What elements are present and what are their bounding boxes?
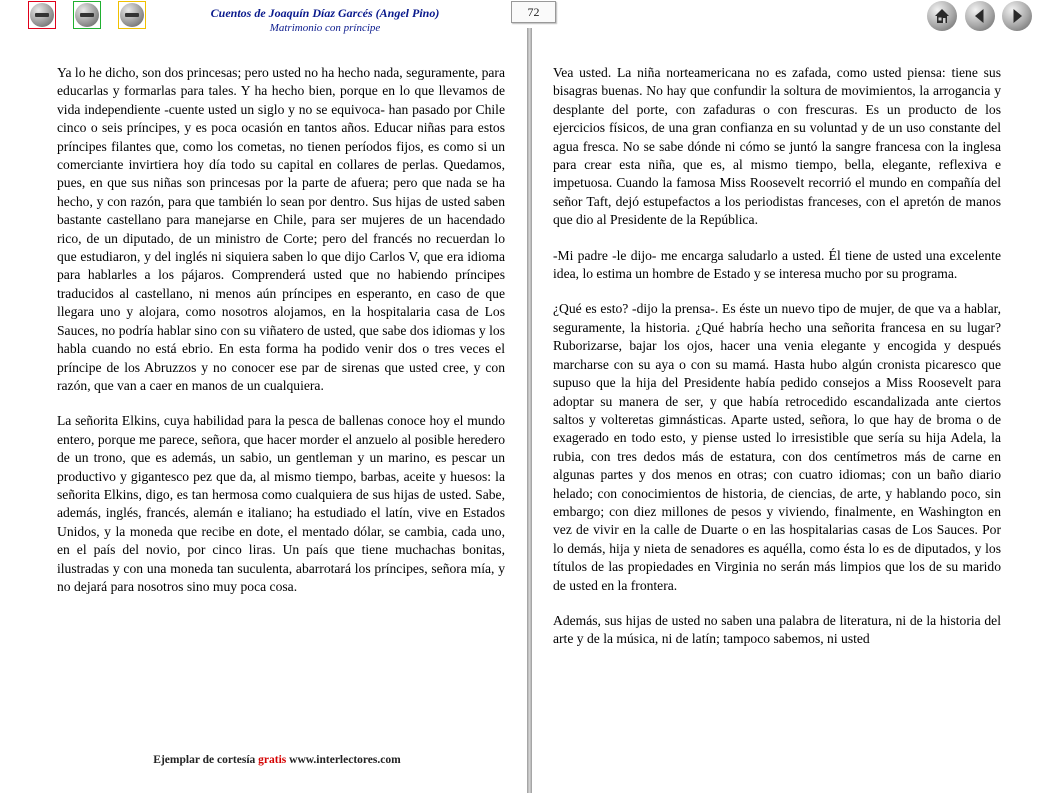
footer-url-link[interactable]: www.interlectores.com: [289, 754, 401, 766]
minus-icon: [30, 3, 54, 27]
minus-icon: [120, 3, 144, 27]
footer-prefix: Ejemplar de cortesía: [153, 754, 256, 766]
paragraph: Ya lo he dicho, son dos princesas; pero usted no ha hecho nada, seguramente, para educarlas y formarlas para tales. Y ha hecho bien, porque en lo que llevamos de vida independiente -cuente usted un siglo y no se equivoca- han pasado por Chile cinco o seis príncipes, y es poca ocasión en tantos años. Educar niñas para estos príncipes filantes que, como los cometas, no tienen períodos fijos, es como si un comerciante invirtiera hoy día todo su capital en collares de perlas. Quedamos, pues, en que sus niñas son princesas por la parte de afuera; pero que nada se ha hecho, y con razón, para que también lo sean por dentro. Sus hijas de usted saben bastante castellano para manejarse en Chile, para ser mujeres de un hacendado rico, de un diputado, de un ministro de Corte; pero del francés no recuerdan lo que estudiaron, y del inglés ni siquiera saben lo que dijo Carlos V, que era idioma para hablarles a los pájaros. Comprenderá usted que no habiendo príncipes traducidos al castellano, ni menos aún príncipes en esperanto, en caso de que llegara uno y alojara, como nosotros alojamos, en la hospitalaria casa de Los Sauces, no podría hablar sino con su viñatero de usted, que sabe dos idiomas y los habla cuando no está ebrio. En esta forma ha podido venir dos o tres veces el príncipe de los Abruzzos y no conocer ese par de sirenas que usted cree, y con razón, que van a caer en manos de un cualquiera.: [57, 65, 505, 393]
paragraph: ¿Qué es esto? -dijo la prensa-. Es éste un nuevo tipo de mujer, de que va a hablar, seguramente, la historia. ¿Qué habría hecho una señorita francesa en su lugar? Ruborizarse, bajar los ojos, hacer una venia elegante y encogida y después marcharse con su aya o con su mamá. Hasta hubo algún cronista picaresco que supuso que la hija del Presidente había pedido consejos a Miss Roosevelt para adoptar su manera de ser, y que había retrocedido escandalizada ante ciertos saltos y volteretas gimnásticas. Aparte usted, señora, lo que hay de broma o de exagerado en todo esto, y piense usted lo irresistible que sería su hija Adela, la rubia, con tres dedos más de estatura, con dos centímetros más de carne en algunas partes y dos menos en otras; con cuatro idiomas; con un baño diario helado; con conocimientos de historia, de ciencias, de arte, y hablando poco, sin embargo; con diez millones de pesos y viviendo, finalmente, en Washington en vez de vivir en la calle de Duarte o en las hospitalarias casas de Los Sauces. Por lo demás, hija y nieta de senadores es aquélla, como ésta lo es de diputados, y los títulos de las propiedades en Virginia no serán más limpios que los de su marido de usted en la frontera.: [553, 301, 1001, 593]
footer: [57, 754, 497, 766]
book-title: Cuentos de Joaquín Díaz Garcés (Angel Pino): [210, 6, 440, 20]
footer-gratis: gratis: [258, 754, 287, 766]
story-subtitle: Matrimonio con príncipe: [269, 22, 381, 34]
minimize-button-green[interactable]: [73, 1, 101, 29]
minimize-button-red[interactable]: [28, 1, 56, 29]
paragraph: La señorita Elkins, cuya habilidad para la pesca de ballenas conoce hoy el mundo entero, porque me parece, señora, que hacer morder el anzuelo al posible heredero de un trono, que es además, un sabio, un gentleman y un marino, es pescar un productivo y gigantesco pez que da, al mismo tiempo, barbas, aceite y huesos: la señorita Elkins, digo, es tan hermosa como cualquiera de sus hijas de usted. Sabe, además, inglés, francés, alemán e italiano; ha estudiado el latín, vive en Estados Unidos, y la moneda que recibe en dote, el mentado dólar, se cambia, cada uno, en el país del novio, por cinco liras. Un país que tiene muchachas bonitas, ilustradas y con una moneda tan suculenta, abarrotará los príncipes, señora mía, y no dejará para nosotros sino muy poca cosa.: [57, 413, 505, 594]
page-number: 72: [511, 1, 556, 23]
arrow-left-icon: [971, 7, 989, 25]
paragraph: -Mi padre -le dijo- me encarga saludarlo a usted. Él tiene de usted una excelente idea, lo estima un hombre de Estado y se interesa mucho por su programa.: [553, 247, 1001, 282]
next-page-button[interactable]: [1002, 1, 1032, 31]
arrow-right-icon: [1008, 7, 1026, 25]
home-icon: [933, 7, 951, 25]
minimize-button-yellow[interactable]: [118, 1, 146, 29]
previous-page-button[interactable]: [965, 1, 995, 31]
page-divider: [527, 28, 532, 793]
paragraph: Además, sus hijas de usted no saben una palabra de literatura, ni de la historia del arte y de la música, ni de latín; tampoco sabemos, ni usted: [553, 612, 1001, 647]
minus-icon: [75, 3, 99, 27]
paragraph: Vea usted. La niña norteamericana no es zafada, como usted piensa: tiene sus bisagras buenas. No hay que confundir la soltura de movimientos, la arrogancia y desplante del porte, con zafaduras o con frescuras. Es un producto de los ejercicios físicos, de una gran confianza en su voluntad y de un uso constante del agua fresca. No se sabe dónde ni cómo se juntó la sangre francesa con la inglesa para crear esta niña, que es, al mismo tiempo, bella, elegante, reflexiva e impetuosa. Cuando la famosa Miss Roosevelt recorrió el mundo en compañía del señor Taft, dejó estupefactos a los periodistas franceses, con el apretón de manos que dio al Presidente de la República.: [553, 65, 1001, 228]
right-column-text: [553, 64, 1001, 666]
home-button[interactable]: [927, 1, 957, 31]
left-column-text: [57, 64, 505, 613]
